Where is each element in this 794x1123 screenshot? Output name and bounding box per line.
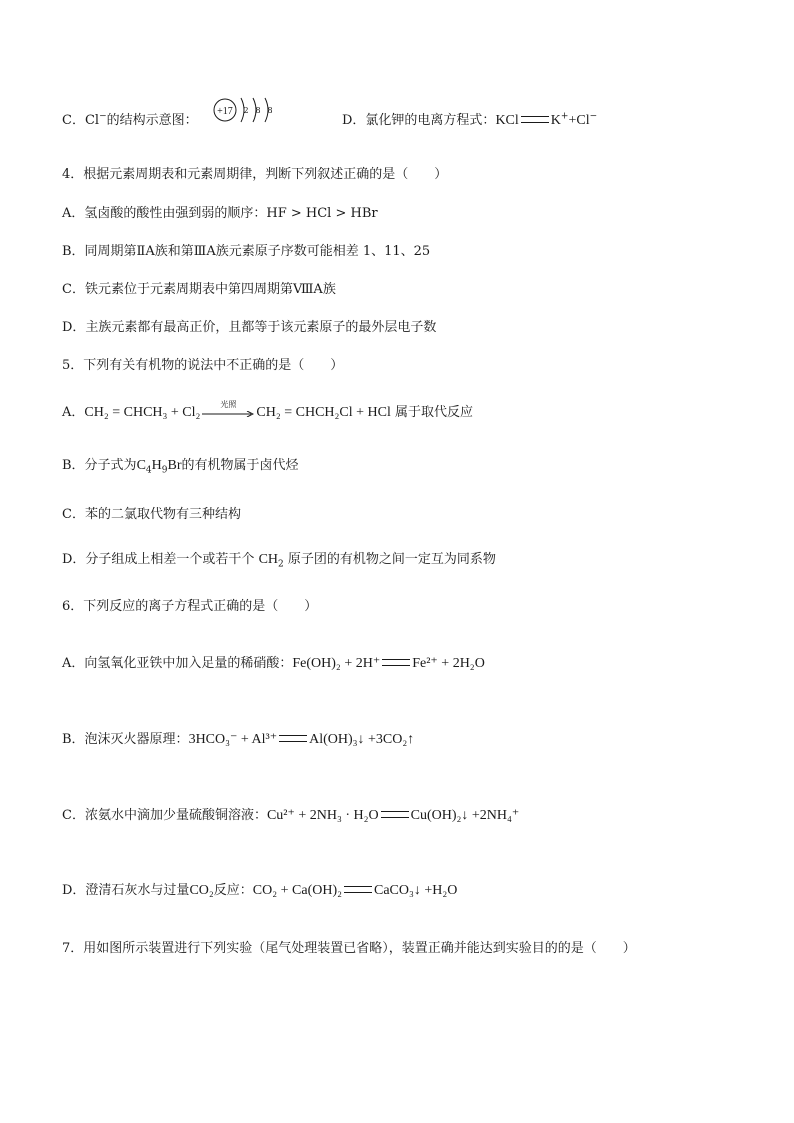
q5-option-b-prefix: B．分子式为 — [62, 458, 137, 473]
q6-option-b-reactants: 3HCO₃⁻ + Al³⁺ — [188, 732, 278, 747]
q5-option-a — [62, 399, 474, 422]
q6-stem: 6．下列反应的离子方程式正确的是（ ） — [62, 599, 318, 614]
q5-option-d — [62, 551, 496, 569]
q5-option-a-label: A． — [62, 405, 85, 420]
electron-shell-2: 8 — [255, 106, 261, 115]
k-ion: K — [550, 113, 561, 128]
q4-option-d: D．主族元素都有最高正价，且都等于该元素原子的最外层电子数 — [62, 320, 437, 335]
q6-option-d-reactants: CO₂ + Ca(OH)₂ — [252, 883, 342, 898]
q6-option-c-reactants: Cu²⁺ + 2NH₃ · H₂O — [266, 808, 379, 823]
electron-shell-3: 8 — [267, 106, 273, 115]
q3-option-d-text: D．氯化钾的电离方程式： — [342, 113, 496, 128]
atom-structure-icon — [210, 93, 280, 127]
equals-sign — [382, 659, 410, 666]
q6-option-c-text: C．浓氨水中滴加少量硫酸铜溶液： — [62, 808, 267, 823]
reaction-arrow — [202, 399, 254, 419]
q3-option-c-prefix: C．Cl — [62, 113, 100, 128]
chlorine-ion-structure-diagram — [210, 93, 280, 127]
q6-option-b — [62, 731, 414, 749]
cl-charge: − — [589, 111, 598, 122]
q6-option-a — [62, 655, 485, 673]
ch2-formula: CH — [258, 552, 279, 567]
q4-option-b: B．同周期第ⅡA族和第ⅢA族元素原子序数可能相差 1、11、25 — [62, 244, 431, 259]
q6-option-b-text: B．泡沫灭火器原理： — [62, 732, 189, 747]
q5-option-b-tail: 的有机物属于卤代烃 — [181, 458, 299, 473]
nucleus-charge: +17 — [217, 106, 233, 117]
q3-option-c — [62, 112, 198, 130]
equals-sign — [381, 811, 409, 818]
ch2-sub: 2 — [278, 559, 284, 570]
cl-ion: Cl — [576, 113, 590, 128]
reaction-condition: 光照 — [220, 399, 237, 409]
co2-formula: CO₂ — [189, 883, 214, 898]
q6-option-c — [62, 807, 519, 825]
q6-option-a-products: Fe²⁺ + 2H₂O — [412, 656, 485, 671]
q6-option-d-prefix: D．澄清石灰水与过量 — [62, 883, 190, 898]
q5-option-b — [62, 457, 299, 475]
equals-sign — [344, 886, 372, 893]
q5-option-a-reactants: CH₂ = CHCH₃ + Cl₂ — [84, 405, 201, 420]
q5-option-c: C．苯的二氯取代物有三种结构 — [62, 507, 241, 522]
q4-option-a: A．氢卤酸的酸性由强到弱的顺序：HF > HCl > HBr — [62, 206, 378, 221]
q6-option-a-text: A．向氢氧化亚铁中加入足量的稀硝酸： — [62, 656, 293, 671]
q7-stem: 7．用如图所示装置进行下列实验（尾气处理装置已省略），装置正确并能达到实验目的的是（ ） — [62, 941, 636, 956]
k-charge: + — [560, 111, 569, 122]
q4-option-c: C．铁元素位于元素周期表中第四周期第ⅧA族 — [62, 282, 336, 297]
q5-option-d-prefix: D．分子组成上相差一个或若干个 — [62, 552, 255, 567]
q6-option-d-products: CaCO₃↓ +H₂O — [374, 883, 458, 898]
equals-sign — [279, 735, 307, 742]
plus-sign: + — [568, 113, 577, 128]
electron-shell-1: 2 — [243, 106, 249, 115]
formula-c-sub: 4 — [145, 465, 152, 476]
q6-option-c-products: Cu(OH)₂↓ +2NH₄⁺ — [410, 808, 520, 823]
formula-h-sub: 9 — [161, 465, 168, 476]
q3-option-d — [342, 112, 597, 130]
q5-option-a-products: CH₂ = CHCH₂Cl + HCl — [256, 405, 391, 420]
q6-option-d — [62, 882, 457, 900]
q6-option-d-mid: 反应： — [213, 883, 253, 898]
formula-h: H — [151, 458, 162, 473]
arrow-right-icon — [202, 411, 254, 417]
q5-option-a-tail: 属于取代反应 — [395, 405, 474, 420]
q4-stem: 4．根据元素周期表和元素周期律，判断下列叙述正确的是（ ） — [62, 167, 448, 182]
q5-stem: 5．下列有关有机物的说法中不正确的是（ ） — [62, 358, 344, 373]
q3-option-c-charge: − — [99, 111, 107, 122]
q5-option-d-tail: 原子团的有机物之间一定互为同系物 — [287, 552, 496, 567]
formula-c: C — [136, 458, 146, 473]
formula-br: Br — [167, 458, 182, 473]
q6-option-b-products: Al(OH)₃↓ +3CO₂↑ — [309, 732, 415, 747]
kcl-formula: KCl — [495, 113, 519, 128]
q3-option-c-text: 的结构示意图： — [106, 113, 198, 128]
q6-option-a-reactants: Fe(OH)₂ + 2H⁺ — [292, 656, 381, 671]
equals-sign — [521, 116, 549, 123]
